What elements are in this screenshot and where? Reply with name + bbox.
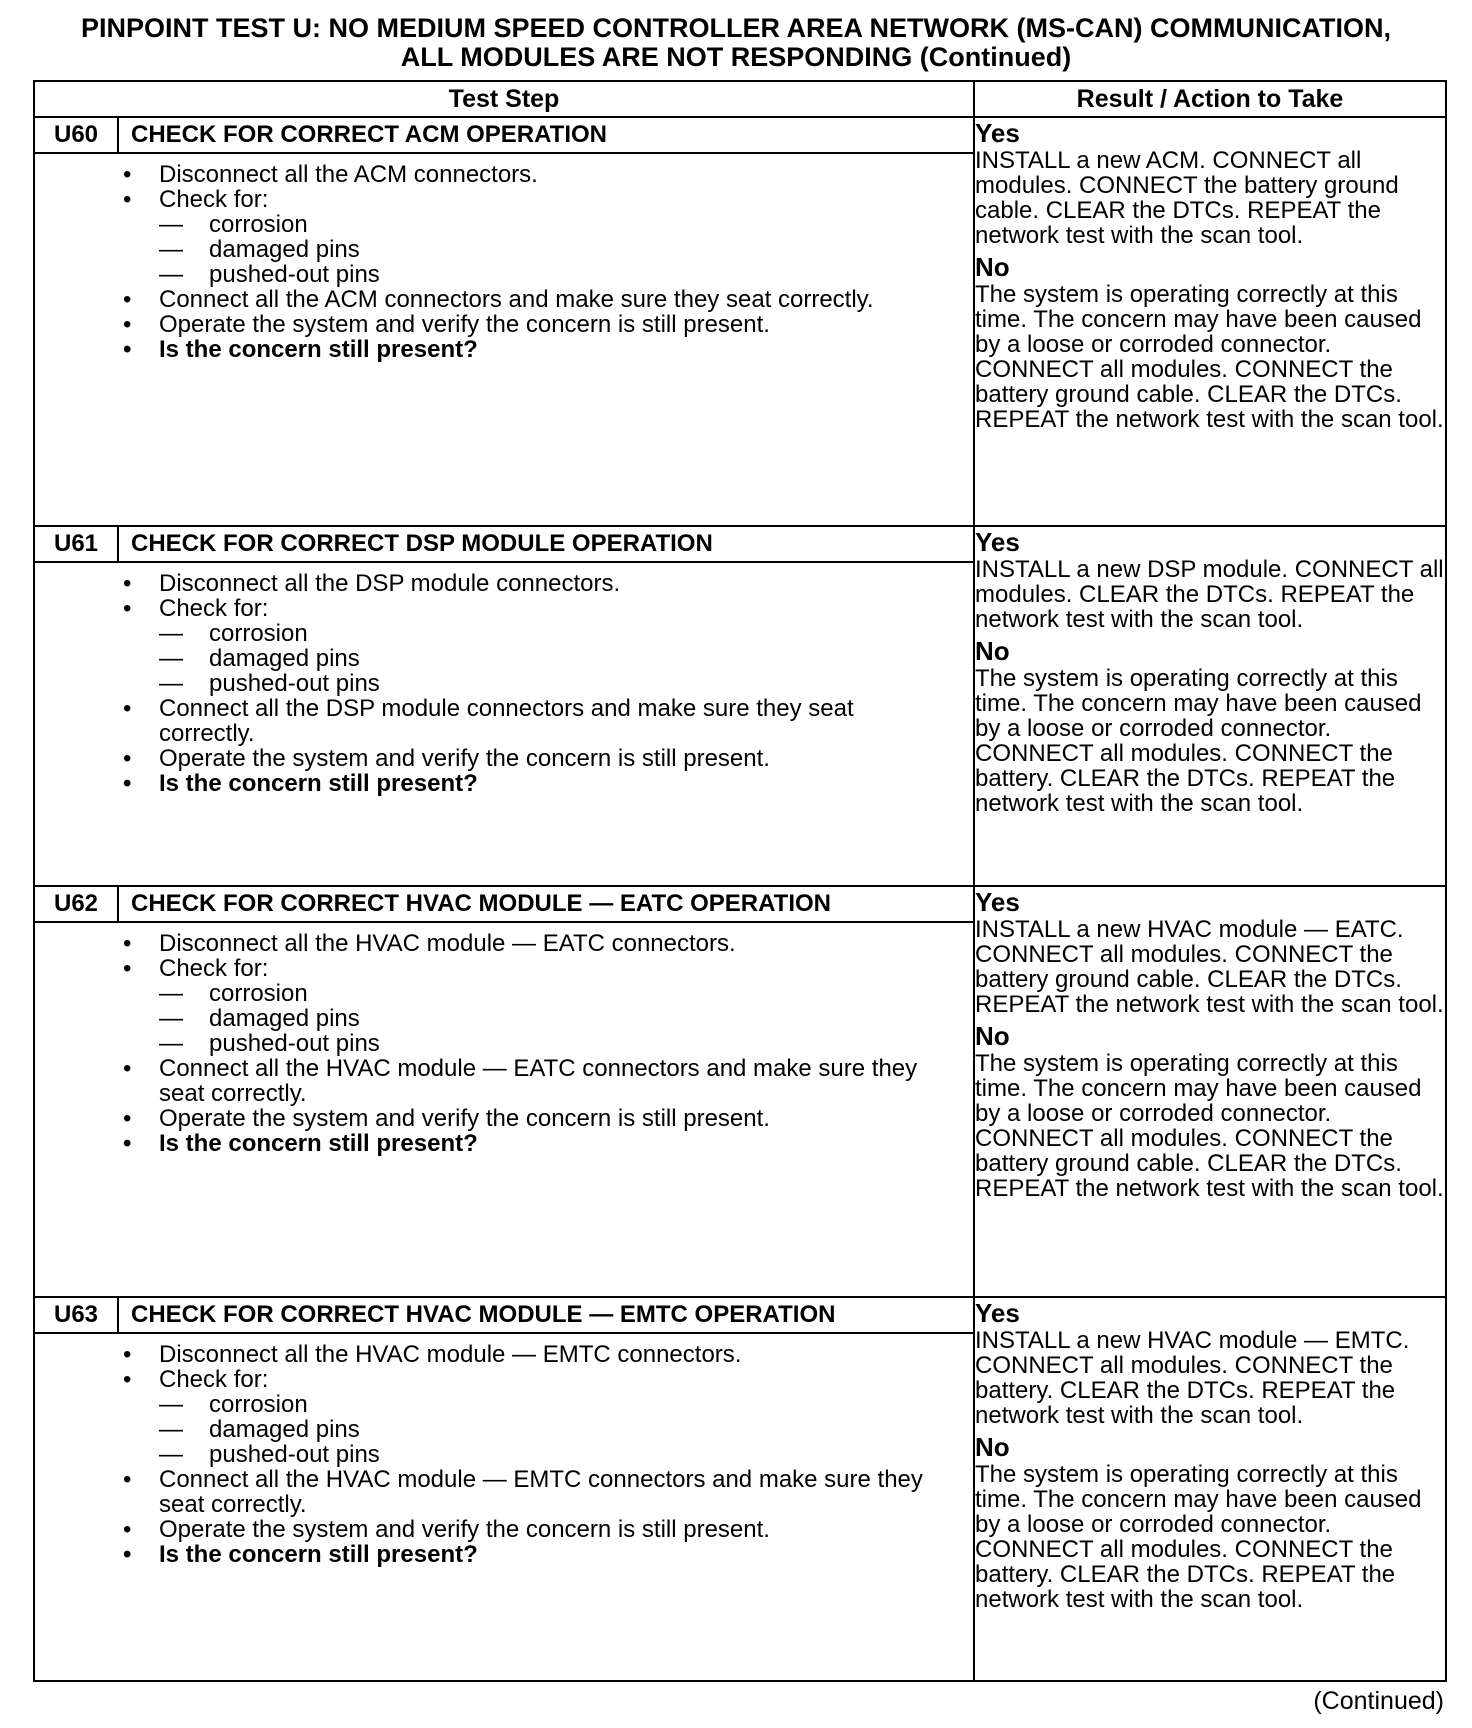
- list-item: • Operate the system and verify the concern is still present.: [123, 745, 770, 772]
- question-item: • Is the concern still present?: [123, 336, 478, 363]
- dash-icon: —: [159, 236, 183, 263]
- list-item: • Check for: — corrosion — damaged pins — pushed-out pins: [123, 956, 953, 1056]
- test-step-cell: [34, 117, 974, 526]
- bullet-icon: •: [123, 161, 132, 188]
- list-item: • Disconnect all the HVAC module — EATC connectors.: [123, 930, 736, 957]
- step-title: CHECK FOR CORRECT HVAC MODULE — EATC OPERATION: [131, 890, 831, 917]
- page-title: [0, 14, 1472, 72]
- bullet-icon: •: [123, 595, 132, 622]
- no-label: No: [975, 1432, 1010, 1462]
- question-item: • Is the concern still present?: [123, 1130, 478, 1157]
- bullet-icon: •: [123, 1541, 132, 1568]
- list-item: • Operate the system and verify the concern is still present.: [123, 1105, 770, 1132]
- step-header: [35, 887, 973, 923]
- step-header: [35, 1298, 973, 1334]
- action-list: [35, 563, 973, 796]
- yes-action: INSTALL a new ACM. CONNECT all modules. CONNECT the battery ground cable. CLEAR the DTCs. REPEAT the network test with the scan tool.: [975, 147, 1399, 249]
- bullet-icon: •: [123, 1341, 132, 1368]
- step-id: U61: [35, 527, 119, 561]
- no-label: No: [975, 636, 1010, 666]
- check-item: — corrosion: [159, 1391, 308, 1418]
- check-item: — corrosion: [159, 620, 308, 647]
- action-list: [35, 1334, 973, 1567]
- table-row: [34, 117, 1446, 526]
- bullet-icon: •: [123, 1105, 132, 1132]
- yes-label: Yes: [975, 118, 1020, 148]
- list-item: • Connect all the ACM connectors and make sure they seat correctly.: [123, 286, 874, 313]
- check-list: [159, 621, 953, 696]
- action-list: [35, 154, 973, 362]
- yes-action: INSTALL a new HVAC module — EMTC. CONNECT all modules. CONNECT the battery. CLEAR the DTCs. REPEAT the network test with the scan tool.: [975, 1327, 1410, 1429]
- dash-icon: —: [159, 261, 183, 288]
- yes-label: Yes: [975, 887, 1020, 917]
- check-item: — damaged pins: [159, 236, 360, 263]
- list-item: • Connect all the HVAC module — EATC connectors and make sure they seat correctly.: [123, 1055, 918, 1107]
- list-item: • Operate the system and verify the concern is still present.: [123, 1516, 770, 1543]
- bullet-icon: •: [123, 695, 132, 722]
- question-item: • Is the concern still present?: [123, 1541, 478, 1568]
- dash-icon: —: [159, 980, 183, 1007]
- yes-action: INSTALL a new DSP module. CONNECT all modules. CLEAR the DTCs. REPEAT the network test with the scan tool.: [975, 556, 1444, 633]
- list-item: • Connect all the DSP module connectors and make sure they seat correctly.: [123, 695, 854, 747]
- test-step-cell: [34, 526, 974, 886]
- dash-icon: —: [159, 670, 183, 697]
- list-item: • Operate the system and verify the concern is still present.: [123, 311, 770, 338]
- action-list: [35, 923, 973, 1156]
- dash-icon: —: [159, 620, 183, 647]
- column-header-result: Result / Action to Take: [974, 81, 1446, 117]
- no-action: The system is operating correctly at this time. The concern may have been caused by a loose or corroded connector. CONNECT all modules. CONNECT the battery ground cable. CLEAR the DTCs. REPEAT the network test with the scan tool.: [975, 1050, 1444, 1202]
- bullet-icon: •: [123, 930, 132, 957]
- check-list: [159, 981, 953, 1056]
- check-list: [159, 212, 953, 287]
- bullet-icon: •: [123, 745, 132, 772]
- yes-action: INSTALL a new HVAC module — EATC. CONNECT all modules. CONNECT the battery ground cable. CLEAR the DTCs. REPEAT the network test with the scan tool.: [975, 916, 1444, 1018]
- check-item: — pushed-out pins: [159, 1441, 380, 1468]
- page-title-line-1: PINPOINT TEST U: NO MEDIUM SPEED CONTROLLER AREA NETWORK (MS-CAN) COMMUNICATION,: [81, 13, 1391, 43]
- list-item: • Disconnect all the DSP module connectors.: [123, 570, 621, 597]
- step-title: CHECK FOR CORRECT HVAC MODULE — EMTC OPERATION: [131, 1301, 836, 1328]
- bullet-icon: •: [123, 311, 132, 338]
- table-header-row: [34, 81, 1446, 117]
- dash-icon: —: [159, 1005, 183, 1032]
- bullet-icon: •: [123, 570, 132, 597]
- list-item: • Connect all the HVAC module — EMTC connectors and make sure they seat correctly.: [123, 1466, 923, 1518]
- no-label: No: [975, 1021, 1010, 1051]
- check-item: — corrosion: [159, 211, 308, 238]
- dash-icon: —: [159, 1441, 183, 1468]
- question-item: • Is the concern still present?: [123, 770, 478, 797]
- test-step-cell: [34, 1297, 974, 1681]
- yes-label: Yes: [975, 527, 1020, 557]
- dash-icon: —: [159, 645, 183, 672]
- bullet-icon: •: [123, 1130, 132, 1157]
- yes-label: Yes: [975, 1298, 1020, 1328]
- list-item: • Check for: — corrosion — damaged pins — pushed-out pins: [123, 596, 953, 696]
- bullet-icon: •: [123, 770, 132, 797]
- list-item: • Disconnect all the ACM connectors.: [123, 161, 538, 188]
- bullet-icon: •: [123, 336, 132, 363]
- step-id: U63: [35, 1298, 119, 1332]
- check-item: — damaged pins: [159, 645, 360, 672]
- result-cell: [974, 526, 1446, 886]
- no-action: The system is operating correctly at this time. The concern may have been caused by a loose or corroded connector. CONNECT all modules. CONNECT the battery ground cable. CLEAR the DTCs. REPEAT the network test with the scan tool.: [975, 281, 1444, 433]
- bullet-icon: •: [123, 1516, 132, 1543]
- list-item: • Disconnect all the HVAC module — EMTC connectors.: [123, 1341, 742, 1368]
- step-header: [35, 118, 973, 154]
- table-row: [34, 1297, 1446, 1681]
- bullet-icon: •: [123, 186, 132, 213]
- no-label: No: [975, 252, 1010, 282]
- column-header-test-step: Test Step: [34, 81, 974, 117]
- check-list: [159, 1392, 953, 1467]
- check-item: — pushed-out pins: [159, 261, 380, 288]
- dash-icon: —: [159, 1416, 183, 1443]
- bullet-icon: •: [123, 1055, 132, 1082]
- no-action: The system is operating correctly at this time. The concern may have been caused by a loose or corroded connector. CONNECT all modules. CONNECT the battery. CLEAR the DTCs. REPEAT the network test with the scan tool.: [975, 665, 1422, 817]
- list-item: • Check for: — corrosion — damaged pins — pushed-out pins: [123, 187, 953, 287]
- no-action: The system is operating correctly at this time. The concern may have been caused by a loose or corroded connector. CONNECT all modules. CONNECT the battery. CLEAR the DTCs. REPEAT the network test with the scan tool.: [975, 1461, 1422, 1613]
- list-item: • Check for: — corrosion — damaged pins — pushed-out pins: [123, 1367, 953, 1467]
- continued-note: (Continued): [1313, 1687, 1444, 1715]
- test-step-cell: [34, 886, 974, 1297]
- bullet-icon: •: [123, 1366, 132, 1393]
- step-id: U60: [35, 118, 119, 152]
- result-cell: [974, 886, 1446, 1297]
- step-title: CHECK FOR CORRECT ACM OPERATION: [131, 121, 607, 148]
- dash-icon: —: [159, 211, 183, 238]
- result-cell: [974, 117, 1446, 526]
- bullet-icon: •: [123, 955, 132, 982]
- result-cell: [974, 1297, 1446, 1681]
- check-item: — pushed-out pins: [159, 670, 380, 697]
- page-title-line-2: ALL MODULES ARE NOT RESPONDING (Continued): [400, 42, 1072, 72]
- check-item: — pushed-out pins: [159, 1030, 380, 1057]
- dash-icon: —: [159, 1030, 183, 1057]
- step-title: CHECK FOR CORRECT DSP MODULE OPERATION: [131, 530, 713, 557]
- table-row: [34, 886, 1446, 1297]
- step-id: U62: [35, 887, 119, 921]
- check-item: — corrosion: [159, 980, 308, 1007]
- check-item: — damaged pins: [159, 1416, 360, 1443]
- bullet-icon: •: [123, 1466, 132, 1493]
- dash-icon: —: [159, 1391, 183, 1418]
- bullet-icon: •: [123, 286, 132, 313]
- pinpoint-test-table: [33, 80, 1447, 1682]
- step-header: [35, 527, 973, 563]
- check-item: — damaged pins: [159, 1005, 360, 1032]
- table-row: [34, 526, 1446, 886]
